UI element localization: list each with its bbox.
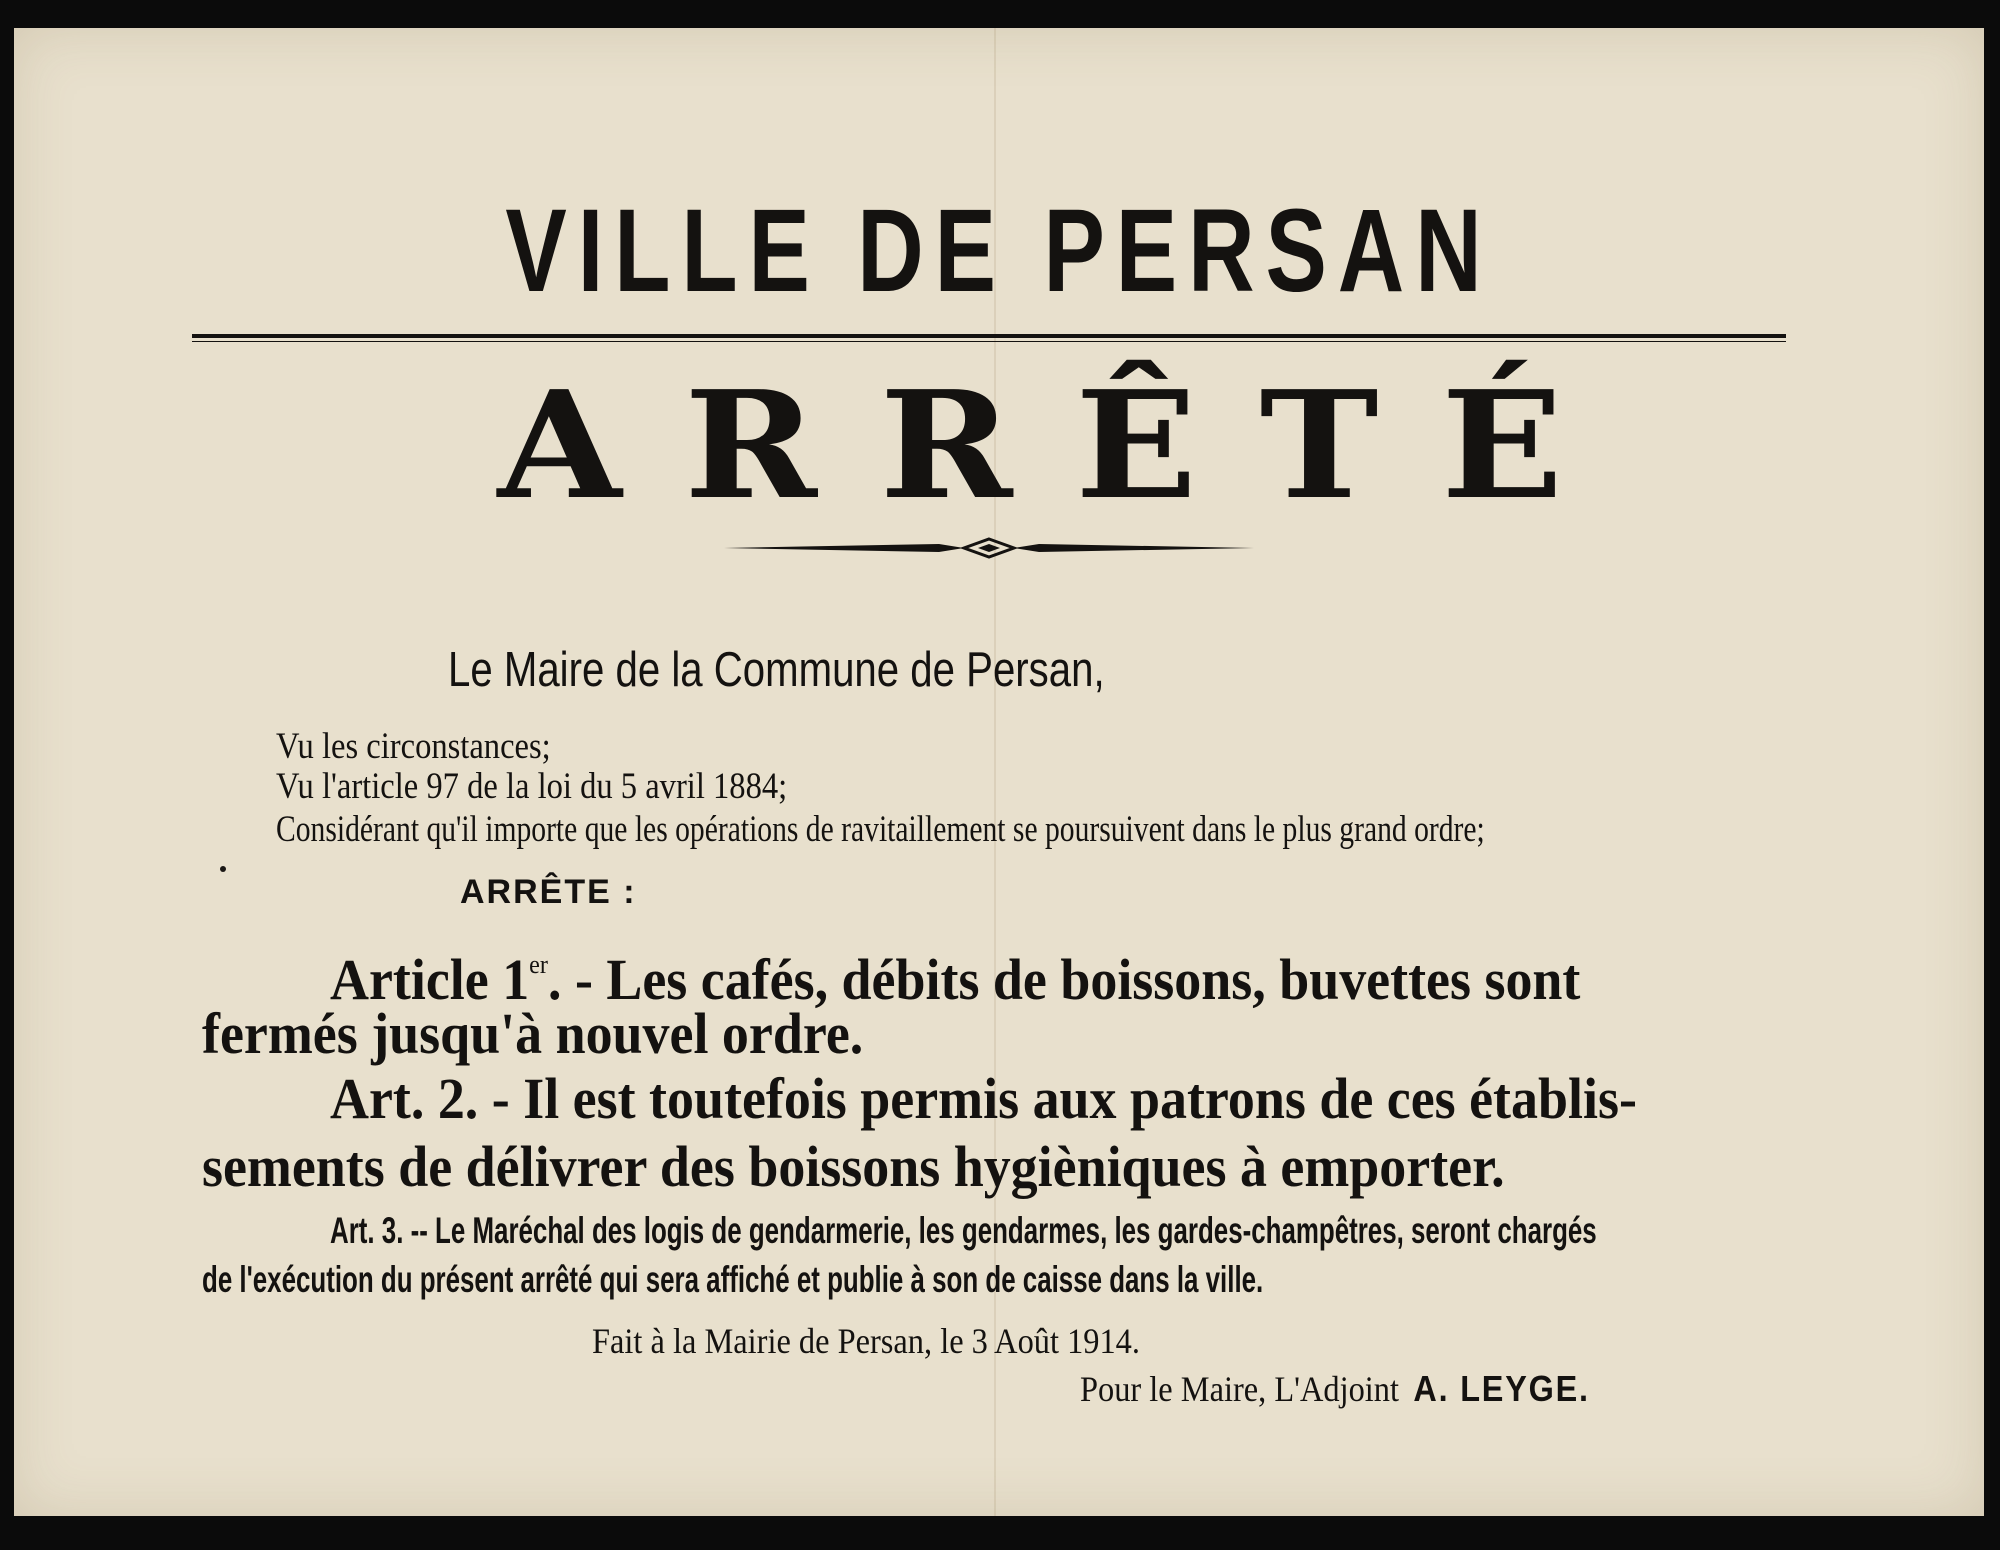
signature-prefix: Pour le Maire, L'Adjoint xyxy=(1080,1369,1399,1409)
decision-label: ARRÊTE : xyxy=(460,873,637,911)
article-1-label: Article 1 xyxy=(330,947,530,1012)
article-2-line-1: Art. 2. - Il est toutefois permis aux patrons de ces établis- xyxy=(330,1066,1637,1131)
consideration-3: Considérant qu'il importe que les opérations de ravitaillement se poursuivent dans le plus grand ordre; xyxy=(276,809,1485,850)
article-1-sup: er xyxy=(529,950,548,979)
consideration-2: Vu l'article 97 de la loi du 5 avril 1884; xyxy=(276,766,788,807)
double-rule xyxy=(192,334,1786,342)
place-date: Fait à la Mairie de Persan, le 3 Août 1914. xyxy=(592,1321,1140,1361)
article-2-line-2: sements de délivrer des boissons hygièniques à emporter. xyxy=(202,1134,1505,1199)
article-3-line-1: Art. 3. -- Le Maréchal des logis de gendarmerie, les gendarmes, les gardes-champêtres, seront chargés xyxy=(330,1210,1597,1251)
poster-sheet xyxy=(14,28,1984,1516)
signature-line xyxy=(1080,1368,1590,1410)
article-1-line-2: fermés jusqu'à nouvel ordre. xyxy=(202,1001,864,1066)
issuer-line: Le Maire de la Commune de Persan, xyxy=(448,643,1105,697)
consideration-1: Vu les circonstances; xyxy=(276,726,551,767)
article-1-text: . - Les cafés, débits de boissons, buvettes sont xyxy=(547,947,1581,1012)
article-3-line-2: de l'exécution du présent arrêté qui sera affiché et publie à son de caisse dans la ville. xyxy=(202,1259,1264,1300)
article-1-line-1 xyxy=(330,934,1580,1011)
town-title: VILLE DE PERSAN xyxy=(505,185,1493,317)
ink-speck xyxy=(220,866,226,872)
signature-name: A. LEYGE. xyxy=(1413,1368,1590,1409)
ornament-divider xyxy=(724,536,1254,560)
arrete-heading: ARRÊTÉ xyxy=(497,358,1626,532)
